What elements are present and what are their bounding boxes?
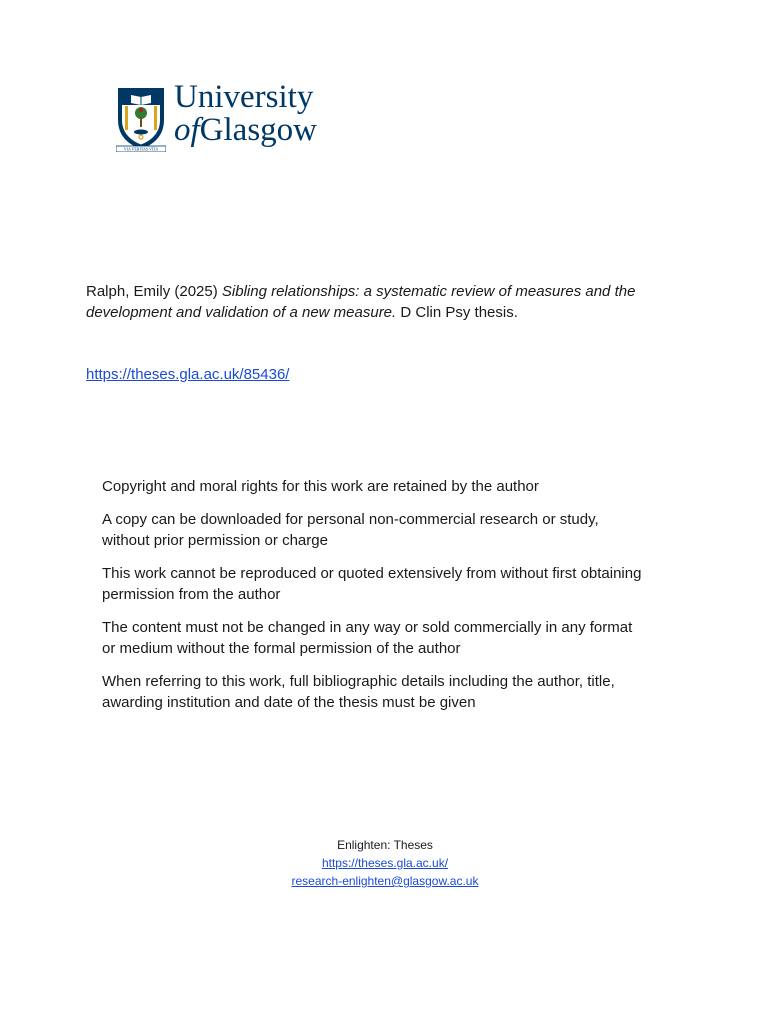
footer-site-link[interactable]: https://theses.gla.ac.uk/: [321, 856, 449, 870]
logo-wordmark-of: of: [174, 112, 200, 148]
thesis-url-link[interactable]: https://theses.gla.ac.uk/85436/: [86, 366, 290, 383]
logo-wordmark-glasgow-text: Glasgow: [199, 112, 317, 148]
page-footer: [0, 836, 770, 890]
footer-email-link[interactable]: research-enlighten@glasgow.ac.uk: [291, 874, 479, 888]
footer-label: Enlighten: Theses: [337, 838, 433, 852]
rights-item: When referring to this work, full bibliographic details including the author, title, awarding institution and date of the thesis must be given: [102, 673, 615, 711]
citation-author-year: Ralph, Emily (2025): [86, 283, 222, 300]
rights-item: The content must not be changed in any way or sold commercially in any format or medium without the formal permission of the author: [102, 619, 633, 657]
thesis-citation: [86, 281, 686, 323]
rights-item: A copy can be downloaded for personal non-commercial research or study, without prior permission or charge: [102, 511, 599, 549]
rights-item: Copyright and moral rights for this work are retained by the author: [102, 478, 539, 495]
citation-degree: D Clin Psy thesis.: [396, 304, 518, 321]
rights-statement: [102, 476, 642, 725]
logo-motto: VIA VERITAS VITA: [123, 146, 159, 152]
university-logo: [116, 79, 356, 156]
logo-wordmark-university: University: [174, 79, 314, 115]
rights-item: This work cannot be reproduced or quoted extensively from without first obtaining permission from the author: [102, 565, 642, 603]
citation-title: Sibling relationships: a systematic review of measures and the development and validation of a new measure.: [86, 283, 636, 321]
university-crest-icon: [116, 86, 166, 152]
logo-wordmark-glasgow: [174, 114, 317, 147]
